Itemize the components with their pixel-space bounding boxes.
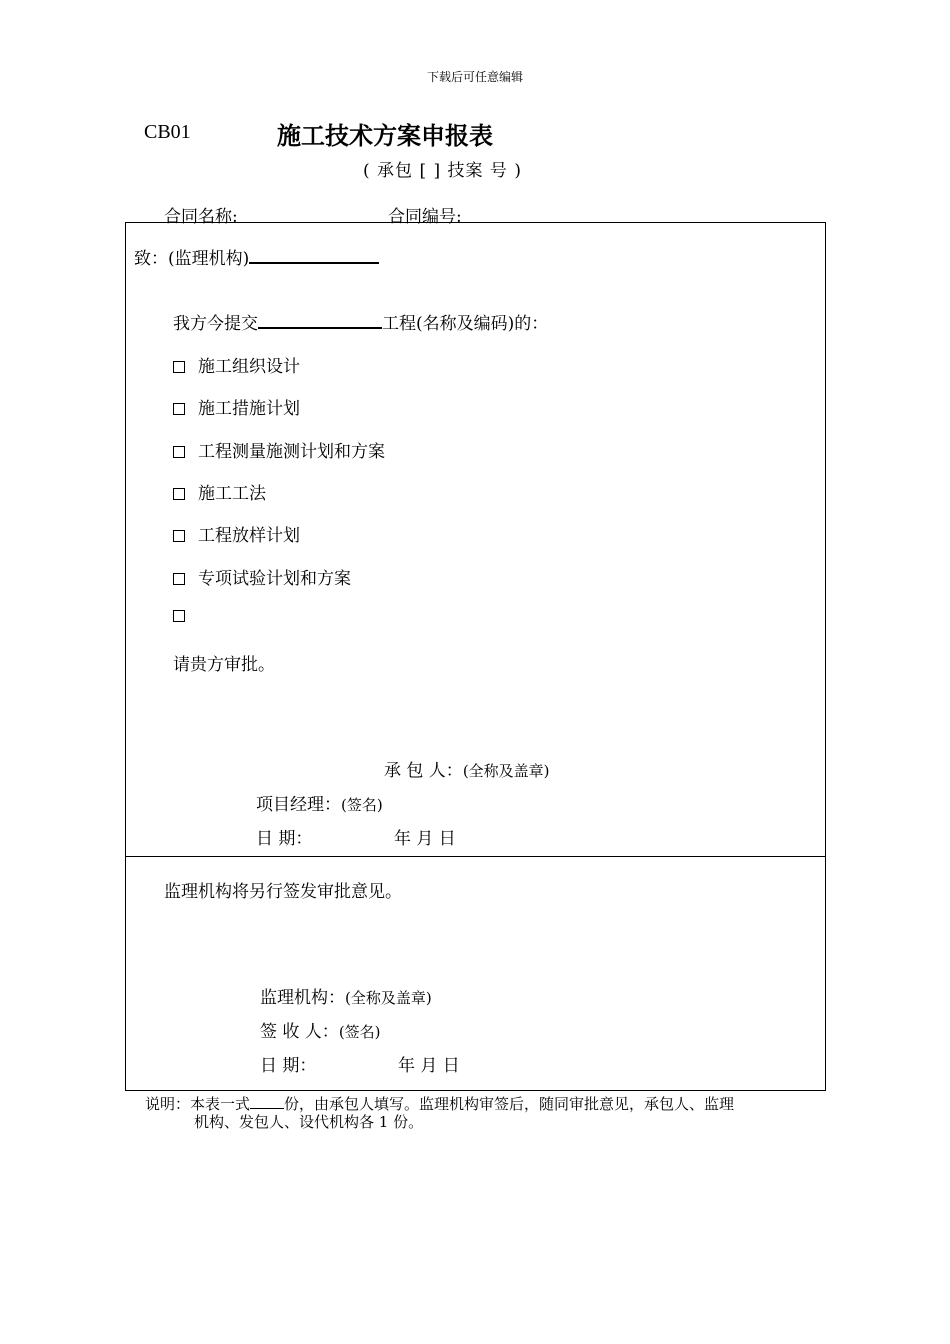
receiver-hint: (签名) xyxy=(338,1023,381,1041)
pm-hint: (签名) xyxy=(341,796,383,814)
approval-note: 监理机构将另行签发审批意见。 xyxy=(164,882,402,902)
option-label: 施工工法 xyxy=(198,484,266,504)
addressee-label: 致：(监理机构) xyxy=(134,249,250,269)
contractor-hint: (全称及盖章) xyxy=(462,762,550,780)
agency-line xyxy=(260,983,432,1008)
checkbox[interactable] xyxy=(173,573,185,585)
option-item xyxy=(173,521,300,546)
form-title: 施工技术方案申报表 xyxy=(277,122,493,150)
form-code: CB01 xyxy=(144,121,191,143)
option-label: 专项试验计划和方案 xyxy=(198,569,351,589)
checkbox[interactable] xyxy=(173,403,185,415)
option-item xyxy=(173,394,300,419)
option-item xyxy=(173,352,300,377)
option-label: 施工组织设计 xyxy=(198,357,300,377)
pm-line xyxy=(256,790,383,815)
submit-suffix: 工程(名称及编码)的： xyxy=(382,314,549,334)
footnote-line1: 份，由承包人填写。监理机构审签后，随同审批意见，承包人、监理 xyxy=(284,1095,735,1113)
agency-label: 监理机构： xyxy=(260,988,345,1008)
date-label: 日 期： xyxy=(256,829,313,849)
approval-date-ymd: 年 月 日 xyxy=(398,1056,460,1076)
contract-no-label: 合同编号: xyxy=(388,207,462,227)
header-note: 下载后可任意编辑 xyxy=(426,70,523,84)
submit-line xyxy=(173,309,548,334)
checkbox[interactable] xyxy=(173,446,185,458)
footnote xyxy=(145,1094,815,1131)
option-label: 施工措施计划 xyxy=(198,399,300,419)
submit-prefix: 我方今提交 xyxy=(173,314,258,334)
request-text: 请贵方审批。 xyxy=(173,655,275,675)
contract-name-label: 合同名称: xyxy=(164,207,238,227)
footnote-line2: 机构、发包人、设代机构各 1 份。 xyxy=(194,1113,424,1131)
option-label: 工程测量施测计划和方案 xyxy=(198,442,385,462)
checkbox[interactable] xyxy=(173,361,185,373)
date-ymd: 年 月 日 xyxy=(394,829,456,849)
option-item xyxy=(173,606,198,626)
checkbox[interactable] xyxy=(173,530,185,542)
receiver-line xyxy=(260,1017,381,1042)
receiver-label: 签 收 人： xyxy=(260,1022,339,1042)
agency-hint: (全称及盖章) xyxy=(345,989,432,1007)
option-item xyxy=(173,437,385,462)
form-subtitle: ( 承包 [ ] 技案 号 ) xyxy=(363,161,522,181)
option-label: 工程放样计划 xyxy=(198,526,300,546)
contractor-line xyxy=(384,756,550,781)
option-item xyxy=(173,479,266,504)
contractor-label: 承 包 人： xyxy=(384,761,463,781)
addressee-line xyxy=(134,244,379,269)
option-item xyxy=(173,564,351,589)
checkbox[interactable] xyxy=(173,610,185,622)
copies-blank[interactable] xyxy=(250,1094,284,1109)
addressee-blank[interactable] xyxy=(249,246,379,264)
footnote-prefix: 说明：本表一式 xyxy=(145,1095,251,1113)
project-blank[interactable] xyxy=(258,311,382,329)
checkbox[interactable] xyxy=(173,488,185,500)
approval-date-label: 日 期： xyxy=(260,1056,317,1076)
pm-label: 项目经理： xyxy=(256,795,341,815)
